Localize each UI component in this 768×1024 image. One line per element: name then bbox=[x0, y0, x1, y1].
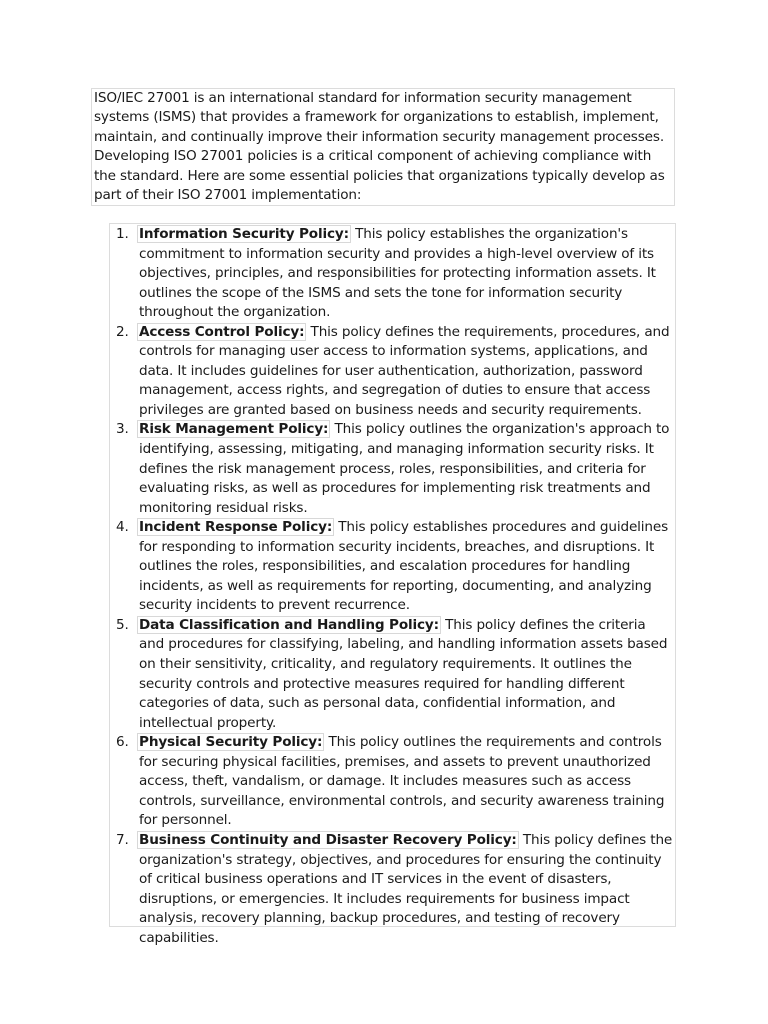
item-title: Incident Response Policy: bbox=[139, 519, 333, 536]
item-title: Risk Management Policy: bbox=[139, 421, 329, 438]
policy-list bbox=[109, 223, 676, 946]
item-number: 7. bbox=[116, 831, 129, 848]
item-text: This policy outlines the requirements and controls for securing physical facilities, premises, and assets to prevent unauthorized access, theft, vandalism, or damage. It includes measures such as access controls, surveillance, environmental controls, and security awareness training for personnel. bbox=[139, 734, 665, 829]
list-item-data-classification-policy bbox=[110, 616, 675, 733]
intro-paragraph bbox=[91, 88, 675, 206]
item-text: This policy establishes the organization's commitment to information security and provides a high-level overview of its objectives, principles, and responsibilities for protecting information assets. It outlines the scope of the ISMS and sets the tone for information security throughout the organization. bbox=[139, 226, 656, 321]
item-number: 1. bbox=[116, 226, 129, 242]
item-number: 3. bbox=[116, 421, 129, 438]
item-title: Business Continuity and Disaster Recovery Policy: bbox=[139, 831, 517, 848]
item-number: 4. bbox=[116, 519, 129, 536]
item-number: 2. bbox=[116, 323, 129, 340]
list-item-physical-security-policy bbox=[110, 733, 675, 831]
item-number: 6. bbox=[116, 734, 129, 751]
list-item-information-security-policy bbox=[110, 225, 675, 323]
intro-text: ISO/IEC 27001 is an international standard for information security management systems (ISMS) that provides a framework for organizations to establish, implement, maintain, and continually improve their information security management processes. Developing ISO 27001 policies is a critical component of achieving compliance with the standard. Here are some essential policies that organizations typically develop as part of their ISO 27001 implementation: bbox=[94, 90, 665, 204]
item-title: Access Control Policy: bbox=[139, 323, 305, 340]
item-text: This policy defines the requirements, procedures, and controls for managing user access to information systems, applications, and data. It includes guidelines for user authentication, authorization, password management, access rights, and segregation of duties to ensure that access privileges are granted based on business needs and security requirements. bbox=[139, 323, 670, 418]
list-item-business-continuity-policy bbox=[110, 831, 675, 948]
item-text: This policy defines the criteria and procedures for classifying, labeling, and handling information assets based on their sensitivity, criticality, and regulatory requirements. It outlines the security controls and protective measures required for handling different categories of data, such as personal data, confidential information, and intellectual property. bbox=[139, 616, 668, 731]
item-title: Physical Security Policy: bbox=[139, 734, 323, 751]
item-text: This policy establishes procedures and guidelines for responding to information security incidents, breaches, and disruptions. It outlines the roles, responsibilities, and escalation procedures for handling incidents, as well as requirements for reporting, documenting, and analyzing security incidents to prevent recurrence. bbox=[139, 519, 669, 614]
item-text: This policy defines the organization's strategy, objectives, and procedures for ensuring the continuity of critical business operations and IT services in the event of disasters, disruptions, or emergencies. It includes requirements for business impact analysis, recovery planning, backup procedures, and testing of recovery capabilities. bbox=[139, 831, 673, 946]
item-number: 5. bbox=[116, 616, 129, 633]
item-title: Information Security Policy: bbox=[139, 226, 349, 242]
list-item-access-control-policy bbox=[110, 323, 675, 421]
list-item-risk-management-policy bbox=[110, 420, 675, 518]
item-title: Data Classification and Handling Policy: bbox=[139, 616, 439, 633]
list-item-incident-response-policy bbox=[110, 518, 675, 616]
item-text: This policy outlines the organization's approach to identifying, assessing, mitigating, and managing information security risks. It defines the risk management process, roles, responsibilities, and criteria for evaluating risks, as well as procedures for implementing risk treatments and monitoring residual risks. bbox=[139, 421, 670, 516]
